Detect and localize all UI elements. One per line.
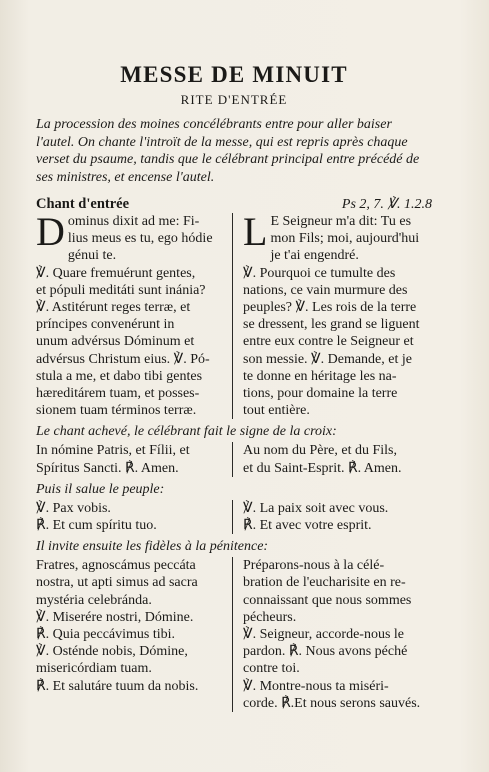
penitence-rubric: Il invite ensuite les fidèles à la pénitence: <box>36 539 269 555</box>
latin-column: Dominus dixit ad me: Fi- lius meus es tu, ego hódie génui te. ℣. Quare fremuérunt gentes, et pópuli meditáti sunt inánia? ℣. Astitérunt reges terræ, et príncipes convenérunt in unum advérsus Dóminum et advérsus Christum eius. ℣. Pó- stula a me, et dabo tibi gentes hæreditárem tuam, et posses- sionem tuam términos terræ. <box>36 209 213 419</box>
greeting-rubric: Puis il salue le peuple: <box>36 481 165 497</box>
page-content <box>36 62 432 712</box>
drop-cap: D <box>36 209 65 254</box>
greeting-columns <box>36 500 432 534</box>
latin-column: ℣. Pax vobis. ℟. Et cum spíritu tuo. <box>36 500 157 534</box>
french-column: Préparons-nous à la célé- bration de l'eucharisite en re- connaissant que nous sommes pécheurs. ℣. Seigneur, accorde-nous le pardon. ℟. Nous avons péché contre toi. ℣. Montre-nous ta miséri- corde. ℟.Et nous serons sauvés. <box>232 557 427 712</box>
page-title: MESSE DE MINUIT <box>120 62 348 87</box>
chant-title: Chant d'entrée <box>36 196 130 212</box>
section-subtitle: RITE D'ENTRÉE <box>180 92 288 107</box>
chant-heading <box>36 196 432 213</box>
latin-column: Fratres, agnoscámus peccáta nostra, ut apti simus ad sacra mystéria celebránda. ℣. Miserére nostri, Dómine. ℟. Quia peccávimus tibi. ℣. Osténde nobis, Dómine, misericórdiam tuam. ℟. Et salutáre tuum da nobis. <box>36 558 199 694</box>
intro-line: l'autel. On chante l'introït de la messe, qui est repris après chaque <box>36 134 408 150</box>
penitence-columns <box>36 557 432 712</box>
bleed-through-header <box>180 38 460 52</box>
french-column: L E Seigneur m'a dit: Tu es mon Fils; moi, aujourd'hui je t'ai engendré. ℣. Pourquoi ce tumulte des nations, ce vain murmure des peuples? ℣. Les rois de la terre se dressent, les grand se liguent entre eux contre le Seigneur et son messie. ℣. Demande, et je te donne en héritage les na- tions, pour domaine la terre tout entière. <box>232 213 427 419</box>
drop-cap: L <box>243 209 268 254</box>
intro-line: ses ministres, et encense l'autel. <box>36 169 215 185</box>
french-column: ℣. La paix soit avec vous. ℟. Et avec votre esprit. <box>232 500 427 534</box>
latin-column: In nómine Patris, et Fílii, et Spíritus Sancti. ℟. Amen. <box>36 443 190 476</box>
intro-rubric <box>36 116 432 186</box>
intro-line: verset du psaume, tandis que le célébrant principal entre précédé de <box>36 152 420 167</box>
latin-text: ominus dixit ad me: Fi- <box>67 214 200 229</box>
french-text: E Seigneur m'a dit: Tu es <box>270 214 412 229</box>
french-column: Au nom du Père, et du Fils, et du Saint-Esprit. ℟. Amen. <box>232 442 427 476</box>
french-text: corde. ℟.Et nous serons sauvés. <box>243 695 421 711</box>
chant-columns <box>36 209 432 419</box>
sign-of-cross-rubric: Le chant achevé, le célébrant fait le signe de la croix: <box>36 424 337 440</box>
intro-line: La procession des moines concélébrants entre pour aller baiser <box>36 117 392 132</box>
chant-reference: Ps 2, 7. ℣. 1.2.8 <box>341 197 432 212</box>
cross-columns <box>36 442 432 476</box>
